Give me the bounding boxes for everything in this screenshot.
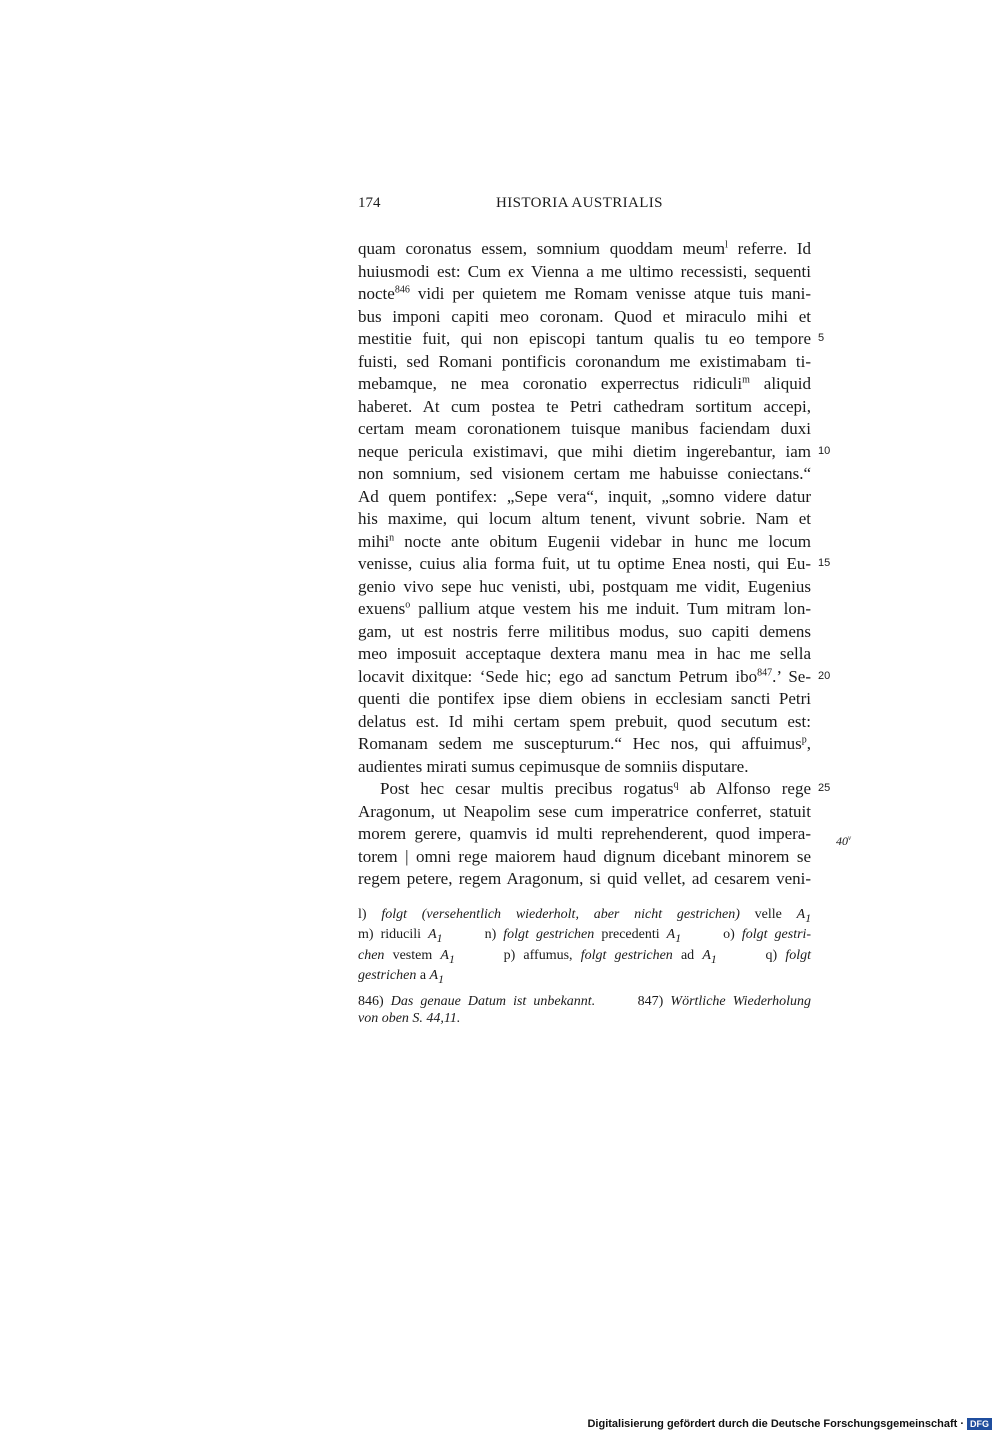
text-line: certam meam coronationem tuisque manibus faciendam duxi [358,419,811,438]
page-number: 174 [358,195,381,211]
credit-text: Digitalisierung gefördert durch die Deutsche Forschungsgemeinschaft · [587,1418,964,1430]
apparatus-line: l) folgt (versehentlich wiederholt, aber nicht gestrichen) velle $A_1$ [358,907,812,925]
text-line: bus imponi capiti meo coronam. Quod et miraculo mihi et [358,306,811,326]
text-line: neque pericula existimavi, que mihi dietim ingerebantur, iam [358,441,811,461]
text-line: Ad quem pontifex: „Sepe vera“, inquit, „somno videre datur [358,486,811,506]
dfg-logo: DFG [967,1418,992,1430]
text-line: genio vivo sepe huc venisti, ubi, postquam me vidit, Eugenius [358,576,811,596]
apparatus-line: gestrichen a $A_1$ [358,967,444,986]
text-line: torem | omni rege maiorem haud dignum dicebant minorem se [358,846,811,866]
text-line: exuens$^o$ pallium atque vestem his me induit. Tum mitram lon- [358,599,811,618]
line-number: 20 [818,670,831,682]
text-line: quam coronatus essem, somnium quoddam meum$^l$ referre. Id [358,239,811,258]
main-text [358,238,811,891]
apparatus-line: chen vestem $A_1$ p) affumus, folgt gestrichen ad $A_1$ q) folgt [358,947,812,966]
line-number: 15 [818,557,831,569]
text-line: venisse, cuius alia forma fuit, ut tu optime Enea nosti, qui Eu- [358,554,811,573]
text-line: audientes mirati sumus cepimusque de somniis disputare. [358,756,749,776]
text-line: Post hec cesar multis precibus rogatus$^q$ ab Alfonso rege [380,779,812,798]
critical-apparatus [358,907,811,988]
text-line: Romanam sedem me suscepturum.“ Hec nos, qui affuimus$^p$, [358,734,811,753]
text-line: regem petere, regem Aragonum, si quid vellet, ad cesarem veni- [358,869,811,888]
running-head: HISTORIA AUSTRIALIS [496,195,663,211]
text-line: locavit dixitque: ‘Sede hic; ego ad sanctum Petrum ibo$^{847}$.’ Se- [358,666,811,686]
folio-marker: 40$^v$ [836,834,852,848]
text-line: mebamque, ne mea coronatio experrectus ridiculi$^m$ aliquid [358,374,811,393]
text-line: his maxime, qui locum altum tenent, vivunt sobrie. Nam et [358,509,811,528]
line-number: 5 [818,332,825,344]
text-line: gam, ut est nostris ferre militibus modus, suo capiti demens [358,621,811,641]
text-line: quenti die pontifex ipse diem obiens in ecclesiam sancti Petri [358,689,811,708]
text-line: delatus est. Id mihi certam spem prebuit, quod secutum est: [358,711,811,731]
commentary-notes [358,994,811,1027]
text-line: huiusmodi est: Cum ex Vienna a me ultimo recessisti, sequenti [358,261,811,281]
text-line: haberet. At cum postea te Petri cathedram sortitum accepi, [358,396,811,416]
line-number: 25 [818,782,831,794]
note-line: 846) Das genaue Datum ist unbekannt. 847) Wörtliche Wiederholung [358,994,811,1009]
text-line: Aragonum, ut Neapolim sese cum imperatrice conferret, statuit [358,801,811,821]
text-line: mestitie fuit, qui non episcopi tantum qualis tu eo tempore [358,329,811,348]
text-line: morem gerere, quamvis id multi reprehenderent, quod impera- [358,824,811,843]
note-line: von oben S. 44,11. [358,1010,461,1026]
funding-credit [587,1418,992,1430]
apparatus-line: m) riducili $A_1$ n) folgt gestrichen precedenti $A_1$ o) folgt gestri- [358,927,812,946]
text-line: nocte$^{846}$ vidi per quietem me Romam venisse atque tuis mani- [358,284,812,303]
line-number: 10 [818,445,831,457]
text-line: mihi$^n$ nocte ante obitum Eugenii videbar in hunc me locum [358,531,811,551]
text-line: non somnium, sed visionem certam me habuisse coniectans.“ [358,464,811,483]
text-line: meo imposuit acceptaque dextera manu mea in hac me sella [358,644,811,663]
text-line: fuisti, sed Romani pontificis coronandum me existimabam ti- [358,351,811,371]
